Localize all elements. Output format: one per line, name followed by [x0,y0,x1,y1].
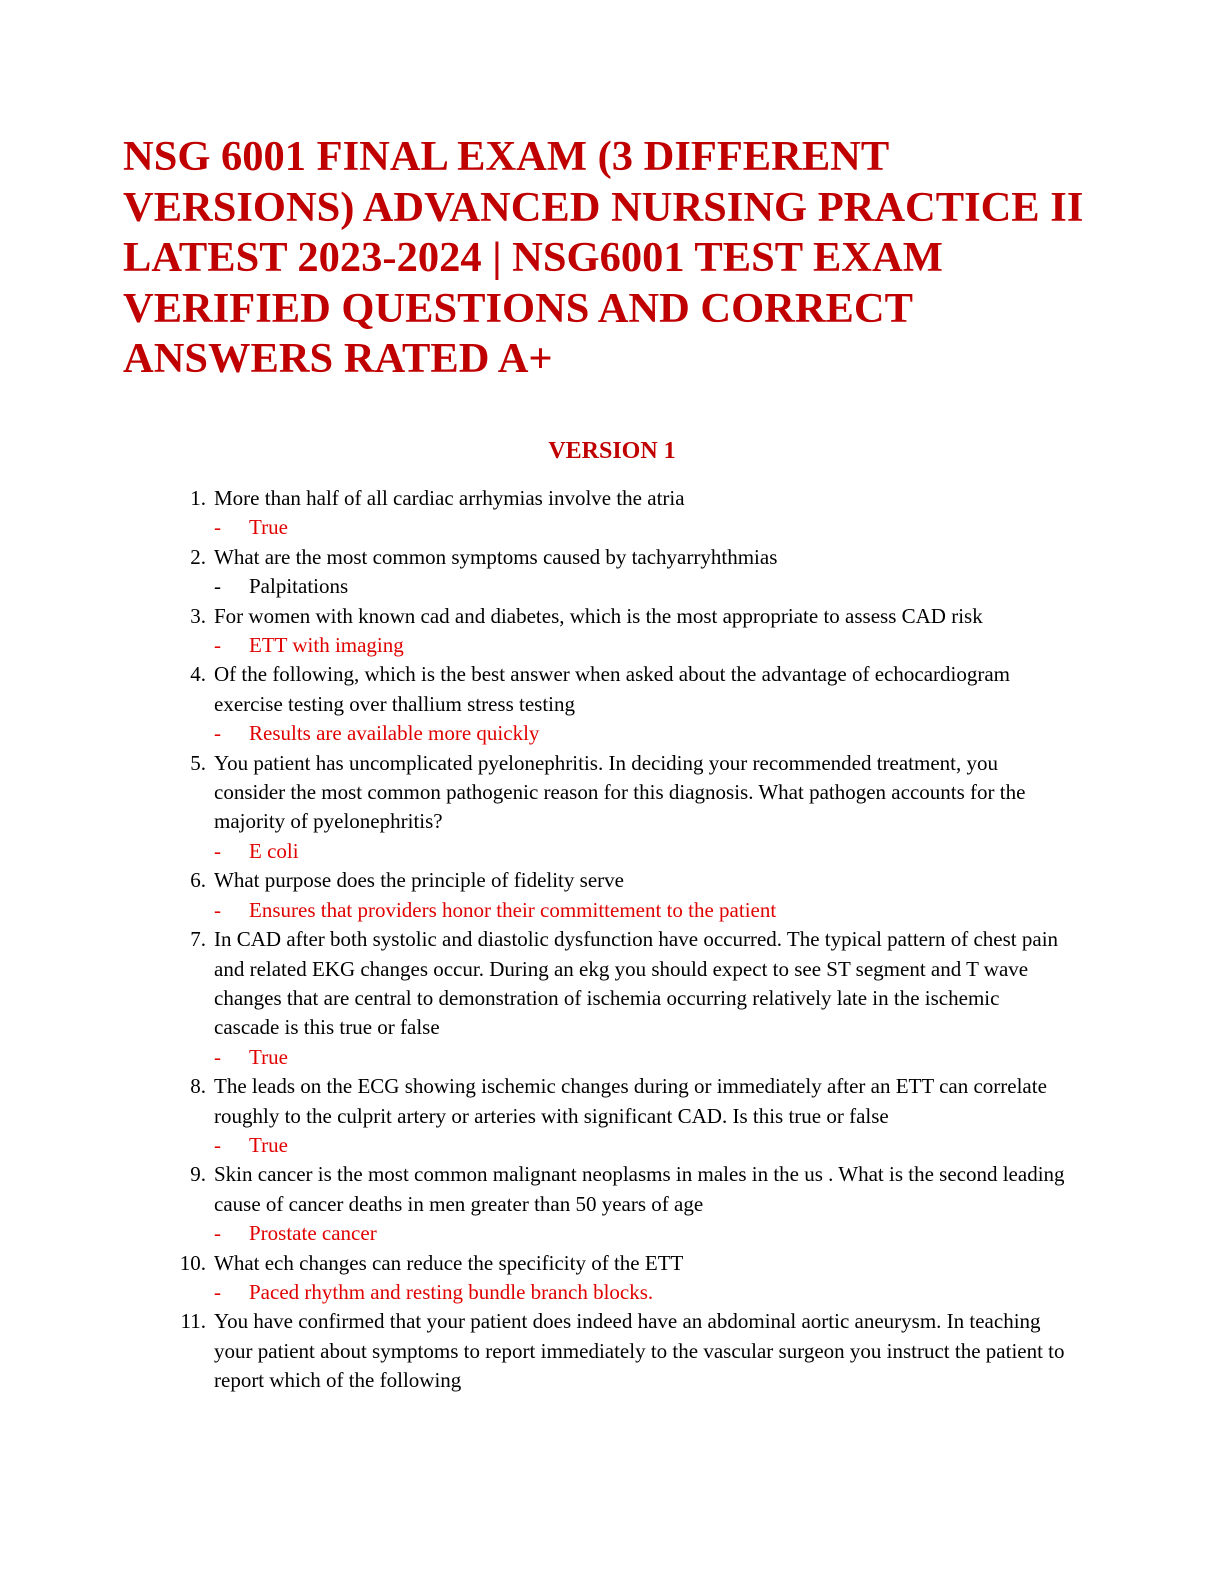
answer-text: ETT with imaging [249,633,404,658]
question-row [0,602,1066,631]
question-text: What purpose does the principle of fidelity serve [214,868,624,893]
question-number: 11. [180,1309,206,1334]
answer-row [0,572,1069,601]
question-row [0,1307,1066,1395]
question-item [0,1307,1224,1395]
answer-text: Palpitations [249,574,349,599]
answer-text: True [249,1132,288,1157]
answer-row [0,837,1069,866]
question-item [0,602,1224,661]
answer-text: True [249,515,288,540]
question-row [0,484,1066,513]
question-row [0,866,1066,895]
answer-dash: - [214,574,221,599]
answer-row [0,1131,1069,1160]
question-text: What ech changes can reduce the specificity of the ETT [214,1250,684,1275]
question-text: Of the following, which is the best answer when asked about the advantage of echocardiogram exercise testing over thallium stress testing [214,662,1010,716]
question-item [0,1160,1224,1248]
answer-dash: - [214,721,221,746]
question-number: 1. [190,486,206,510]
question-number: 3. [190,603,206,628]
answer-text: Paced rhythm and resting bundle branch blocks. [249,1279,654,1304]
answer-row [0,631,1069,660]
question-item [0,484,1224,543]
question-number: 7. [190,927,206,952]
question-text: For women with known cad and diabetes, which is the most appropriate to assess CAD risk [214,603,983,628]
answer-dash: - [214,633,221,658]
question-text: More than half of all cardiac arrhymias involve the atria [214,486,685,510]
answer-dash: - [214,515,221,540]
answer-dash: - [214,838,221,863]
answer-text: Prostate cancer [249,1221,377,1246]
question-list [0,484,1224,1396]
question-item [0,925,1224,1072]
answer-row [0,1043,1069,1072]
question-row [0,1160,1066,1219]
version-heading: VERSION 1 [548,438,676,464]
question-number: 10. [179,1250,206,1275]
question-item [0,866,1224,925]
document-title: NSG 6001 FINAL EXAM (3 DIFFERENT VERSIONS) ADVANCED NURSING PRACTICE II LATEST 2023-2024 | NSG6001 TEST EXAM VERIFIED QUESTIONS AND CORRECT ANSWERS RATED A+ [123,133,1084,382]
question-number: 5. [190,750,206,775]
answer-row [0,1278,1069,1307]
question-item [0,543,1224,602]
question-row [0,925,1066,1043]
question-text: What are the most common symptoms caused by tachyarryhthmias [214,544,778,569]
answer-row [0,896,1069,925]
question-text: In CAD after both systolic and diastolic dysfunction have occurred. The typical pattern of chest pain and related EKG changes occur. During an ekg you should expect to see ST segment and T wave changes that are central to demonstration of ischemia occurring relatively late in the ischemic cascade is this true or false [214,927,1059,1040]
question-text: Skin cancer is the most common malignant neoplasms in males in the us . What is the second leading cause of cancer deaths in men greater than 50 years of age [214,1162,1065,1216]
question-text: You patient has uncomplicated pyelonephritis. In deciding your recommended treatment, you consider the most common pathogenic reason for this diagnosis. What pathogen accounts for the majority of pyelonephritis? [214,750,1026,834]
answer-dash: - [214,1044,221,1069]
answer-text: Ensures that providers honor their committement to the patient [249,897,777,922]
question-number: 4. [190,662,206,687]
question-number: 6. [190,868,206,893]
answer-text: E coli [249,838,299,863]
question-item [0,1249,1224,1308]
answer-text: True [249,1044,288,1069]
question-row [0,543,1066,572]
answer-row [0,513,1069,542]
question-number: 8. [190,1074,206,1099]
answer-dash: - [214,1221,221,1246]
question-item [0,749,1224,867]
answer-text: Results are available more quickly [249,721,540,746]
question-text: The leads on the ECG showing ischemic changes during or immediately after an ETT can correlate roughly to the culprit artery or arteries with significant CAD. Is this true or false [214,1074,1047,1128]
question-row [0,1249,1066,1278]
answer-row [0,719,1069,748]
question-row [0,1072,1066,1131]
question-row [0,749,1066,837]
answer-dash: - [214,897,221,922]
answer-dash: - [214,1132,221,1157]
question-number: 2. [190,544,206,569]
answer-row [0,1219,1069,1248]
question-item [0,1072,1224,1160]
question-row [0,660,1066,719]
question-number: 9. [190,1162,206,1187]
question-text: You have confirmed that your patient does indeed have an abdominal aortic aneurysm. In teaching your patient about symptoms to report immediately to the vascular surgeon you instruct the patient to report which of the following [214,1309,1065,1393]
answer-dash: - [214,1279,221,1304]
question-item [0,660,1224,748]
